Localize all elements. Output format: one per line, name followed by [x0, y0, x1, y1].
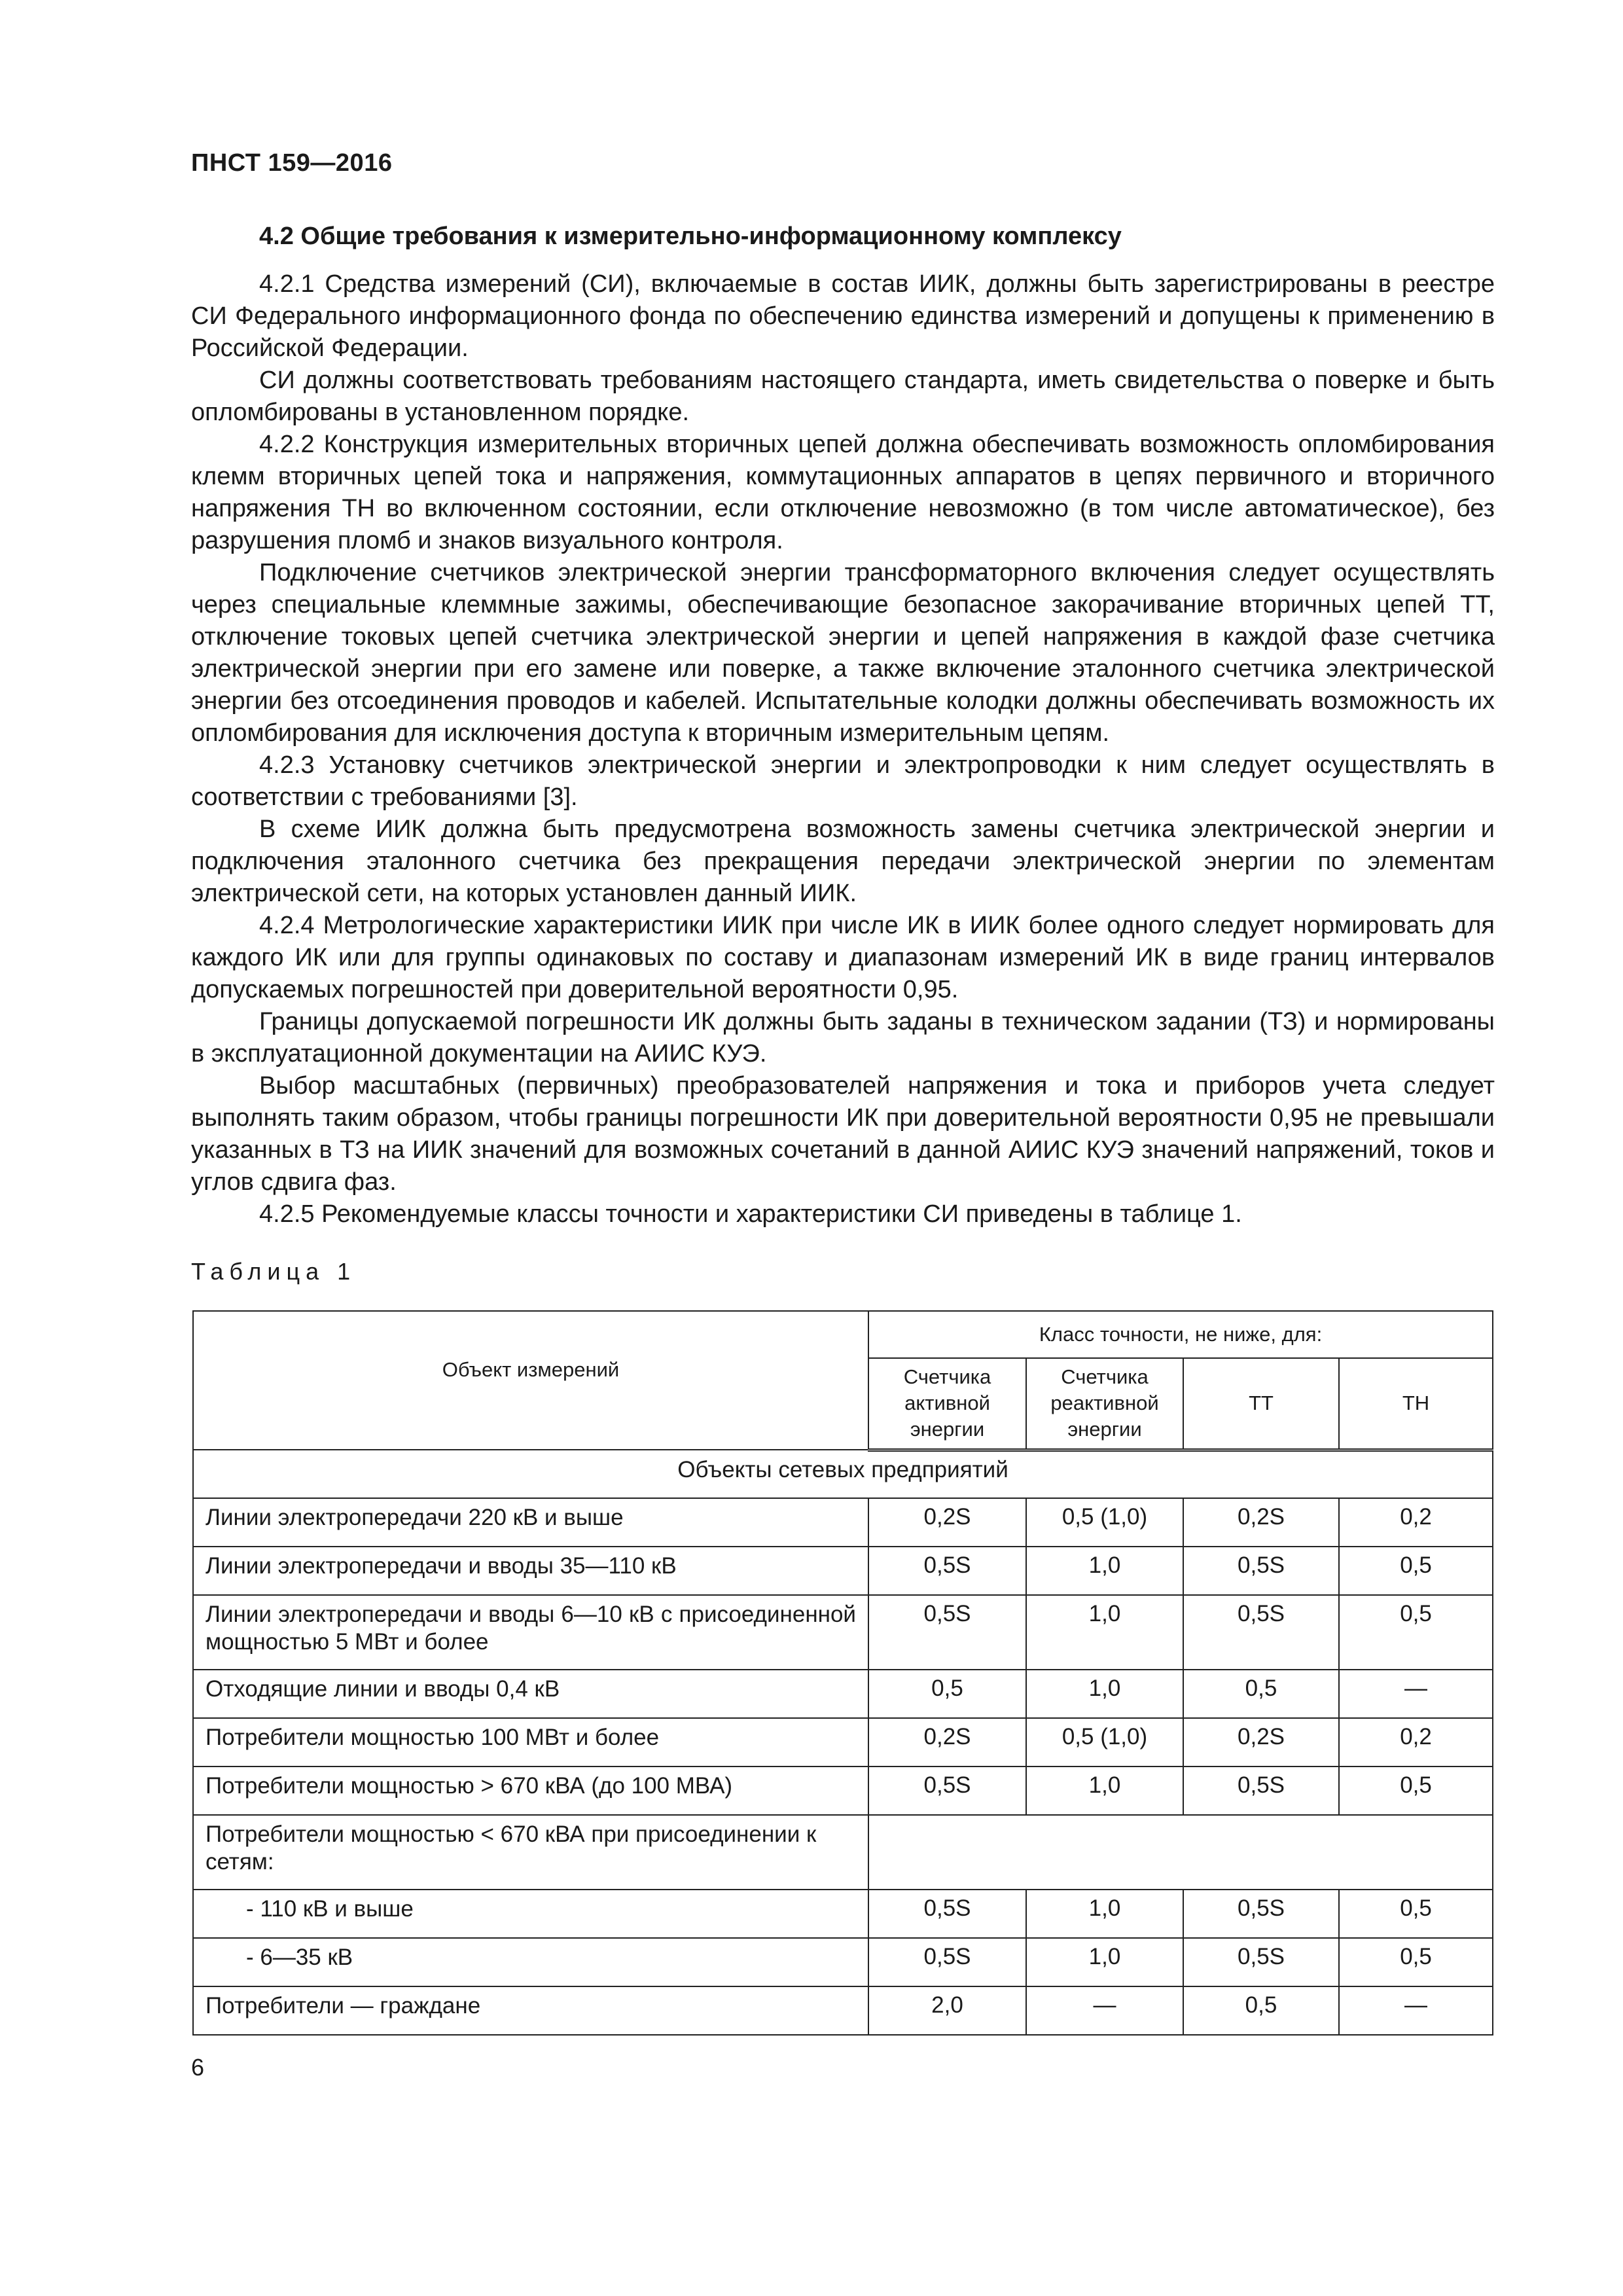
table-row — [193, 1890, 1493, 1938]
cell-object: Потребители мощностью 100 МВт и более — [193, 1718, 868, 1767]
header-accuracy-group: Класс точности, не ниже, для: — [868, 1311, 1493, 1358]
paragraph: 4.2.1 Средства измерений (СИ), включаемые в состав ИИК, должны быть зарегистрированы в реестре СИ Федерального информационного фонда по обеспечению единства измерений и допущены к применению в Российской Федерации. — [191, 270, 1495, 362]
paragraph: 4.2.5 Рекомендуемые классы точности и характеристики СИ приведены в таблице 1. — [259, 1200, 1242, 1228]
cell-tn: 0,5 — [1339, 1767, 1493, 1815]
cell-tt: 0,5S — [1183, 1938, 1339, 1986]
cell-tt: 0,2S — [1183, 1498, 1339, 1547]
cell-reactive: 0,5 (1,0) — [1026, 1498, 1183, 1547]
table-row — [193, 1498, 1493, 1547]
accuracy-table — [192, 1310, 1493, 2036]
paragraph: Подключение счетчиков электрической энергии трансформаторного включения следует осуществлять через специальные клеммные зажимы, обеспечивающие безопасное закорачивание вторичных цепей ТТ, отключение токовых цепей счетчика электрической энергии и цепей напряжения в каждой фазе счетчика электрической энергии при его замене или поверке, а также включение эталонного счетчика электрической энергии без отсоединения проводов и кабелей. Испытательные колодки должны обеспечивать возможность их опломбирования для исключения доступа к вторичным измерительным цепям. — [191, 559, 1495, 747]
cell-reactive: 1,0 — [1026, 1547, 1183, 1595]
cell-object: - 110 кВ и выше — [193, 1890, 868, 1938]
table-row — [193, 1595, 1493, 1670]
header-active-meter: Счетчика активной энергии — [868, 1358, 1026, 1450]
group-title: Объекты сетевых предприятий — [193, 1450, 1493, 1498]
paragraph: 4.2.3 Установку счетчиков электрической энергии и электропроводки к ним следует осуществлять в соответствии с требованиями [3]. — [191, 751, 1495, 811]
cell-tt: 0,5 — [1183, 1670, 1339, 1718]
cell-object: - 6—35 кВ — [193, 1938, 868, 1986]
paragraph: 4.2.2 Конструкция измерительных вторичных цепей должна обеспечивать возможность опломбирования клемм вторичных цепей тока и напряжения, коммутационных аппаратов в цепях первичного и вторичного напряжения ТН во включенном состоянии, если отключение невозможно (в том числе автоматическое), без разрушения пломб и знаков визуального контроля. — [191, 431, 1495, 554]
cell-object: Потребители мощностью < 670 кВА при присоединении к сетям: — [193, 1815, 868, 1890]
cell-tn: 0,5 — [1339, 1938, 1493, 1986]
table-row — [193, 1815, 1493, 1890]
cell-active: 0,5S — [868, 1547, 1026, 1595]
cell-object: Потребители мощностью > 670 кВА (до 100 МВА) — [193, 1767, 868, 1815]
paragraph: 4.2.4 Метрологические характеристики ИИК при числе ИК в ИИК более одного следует нормировать для каждого ИК или для группы одинаковых по составу и диапазонам измерений ИК в виде границ интервалов допускаемых погрешностей при доверительной вероятности 0,95. — [191, 912, 1495, 1003]
table-row — [193, 1670, 1493, 1718]
cell-active: 0,5S — [868, 1890, 1026, 1938]
cell-reactive: 1,0 — [1026, 1595, 1183, 1670]
cell-tn: 0,2 — [1339, 1718, 1493, 1767]
cell-reactive: 1,0 — [1026, 1938, 1183, 1986]
table-caption: Таблица 1 — [191, 1258, 357, 1285]
cell-tt: 0,5S — [1183, 1595, 1339, 1670]
cell-active: 0,5S — [868, 1595, 1026, 1670]
cell-tt: 0,2S — [1183, 1718, 1339, 1767]
paragraph: Границы допускаемой погрешности ИК должны быть заданы в техническом задании (ТЗ) и нормированы в эксплуатационной документации на АИИС КУЭ. — [191, 1008, 1495, 1067]
table-row — [193, 1547, 1493, 1595]
cell-tn: — — [1339, 1670, 1493, 1718]
table-header-row — [193, 1311, 1493, 1358]
cell-reactive: 1,0 — [1026, 1767, 1183, 1815]
cell-reactive: 1,0 — [1026, 1670, 1183, 1718]
cell-object: Линии электропередачи и вводы 6—10 кВ с присоединенной мощностью 5 МВт и более — [193, 1595, 868, 1670]
cell-tn: 0,5 — [1339, 1890, 1493, 1938]
body-text — [191, 268, 1495, 1230]
cell-active: 0,5S — [868, 1938, 1026, 1986]
table-row — [193, 1986, 1493, 2035]
cell-empty — [868, 1815, 1493, 1890]
cell-active: 0,2S — [868, 1498, 1026, 1547]
cell-active: 0,5S — [868, 1767, 1026, 1815]
header-tn: ТН — [1339, 1358, 1493, 1450]
cell-object: Отходящие линии и вводы 0,4 кВ — [193, 1670, 868, 1718]
cell-tn: 0,2 — [1339, 1498, 1493, 1547]
cell-tn: 0,5 — [1339, 1595, 1493, 1670]
cell-active: 0,2S — [868, 1718, 1026, 1767]
cell-object: Потребители — граждане — [193, 1986, 868, 2035]
paragraph: СИ должны соответствовать требованиям настоящего стандарта, иметь свидетельства о поверке и быть опломбированы в установленном порядке. — [191, 367, 1495, 426]
cell-reactive: 1,0 — [1026, 1890, 1183, 1938]
table-row — [193, 1767, 1493, 1815]
cell-tt: 0,5S — [1183, 1767, 1339, 1815]
cell-tt: 0,5S — [1183, 1547, 1339, 1595]
paragraph: В схеме ИИК должна быть предусмотрена возможность замены счетчика электрической энергии и подключения эталонного счетчика без прекращения передачи электрической энергии по элементам электрической сети, на которых установлен данный ИИК. — [191, 816, 1495, 907]
paragraph: Выбор масштабных (первичных) преобразователей напряжения и тока и приборов учета следует выполнять таким образом, чтобы границы погрешности ИК при доверительной вероятности 0,95 не превышали указанных в ТЗ на ИИК значений для возможных сочетаний в данной АИИС КУЭ значений напряжений, токов и углов сдвига фаз. — [191, 1072, 1495, 1196]
header-tt: ТТ — [1183, 1358, 1339, 1450]
header-reactive-meter: Счетчика реактивной энергии — [1026, 1358, 1183, 1450]
cell-active: 2,0 — [868, 1986, 1026, 2035]
cell-object: Линии электропередачи и вводы 35—110 кВ — [193, 1547, 868, 1595]
table-row — [193, 1718, 1493, 1767]
cell-tn: 0,5 — [1339, 1547, 1493, 1595]
cell-active: 0,5 — [868, 1670, 1026, 1718]
page-number: 6 — [191, 2054, 205, 2081]
section-heading: 4.2 Общие требования к измерительно-информационному комплексу — [259, 223, 1122, 250]
cell-reactive: 0,5 (1,0) — [1026, 1718, 1183, 1767]
cell-reactive: — — [1026, 1986, 1183, 2035]
cell-tt: 0,5 — [1183, 1986, 1339, 2035]
cell-object: Линии электропередачи 220 кВ и выше — [193, 1498, 868, 1547]
table-row — [193, 1938, 1493, 1986]
header-object: Объект измерений — [193, 1311, 868, 1450]
cell-tt: 0,5S — [1183, 1890, 1339, 1938]
group-row — [193, 1450, 1493, 1498]
cell-tn: — — [1339, 1986, 1493, 2035]
document-id: ПНСТ 159—2016 — [191, 149, 393, 177]
